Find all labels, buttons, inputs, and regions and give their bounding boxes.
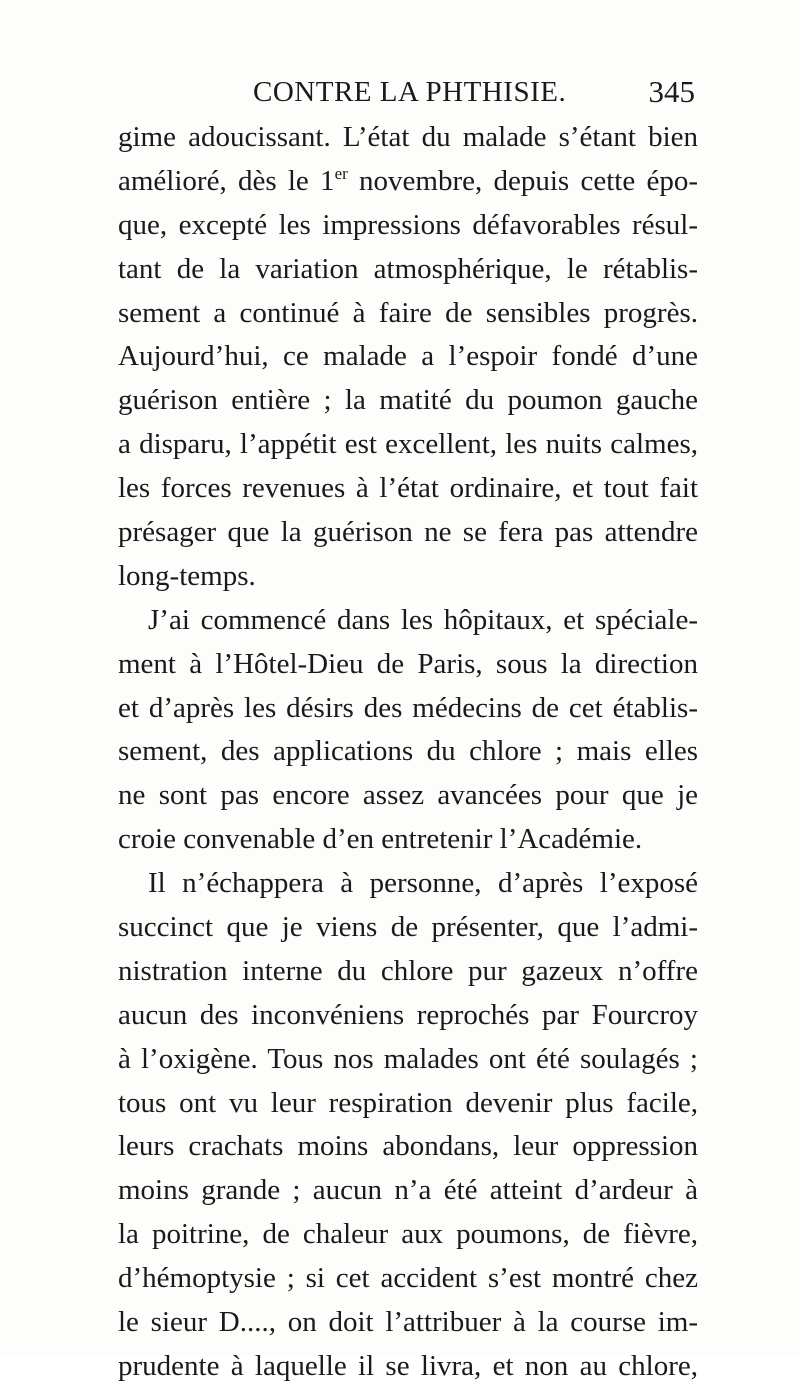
line-text: long-temps.: [118, 559, 256, 592]
text-line: [118, 599, 698, 643]
line-text: à l’oxigène. Tous nos malades ont été soulagés ;: [118, 1042, 698, 1075]
text-line: [118, 1257, 698, 1301]
text-line: [118, 423, 698, 467]
text-line: [118, 1301, 698, 1345]
line-text-continued: novembre, depuis cette épo-: [347, 164, 698, 197]
line-text: guérison entière ; la matité du poumon gauche: [118, 384, 698, 417]
line-text: la poitrine, de chaleur aux poumons, de fièvre,: [118, 1218, 698, 1251]
line-text: gime adoucissant. L’état du malade s’étant bien: [118, 121, 698, 153]
line-text: prudente à laquelle il se livra, et non au chlore,: [118, 1349, 698, 1382]
line-text: que, excepté les impressions défavorables résul-: [118, 208, 698, 241]
line-text: aucun des inconvéniens reprochés par Fourcroy: [118, 998, 698, 1031]
text-line: [118, 160, 698, 204]
text-line: [118, 687, 698, 731]
line-text: croie convenable d’en entretenir l’Académie.: [118, 823, 643, 856]
line-text: sement a continué à faire de sensibles progrès.: [118, 296, 698, 329]
text-line: [118, 994, 698, 1038]
running-title: CONTRE LA PHTHISIE.: [253, 76, 567, 108]
line-text: J’ai commencé dans les hôpitaux, et spéciale-: [148, 603, 698, 636]
text-line: [118, 906, 698, 950]
text-line: [118, 818, 698, 862]
line-text: d’hémoptysie ; si cet accident s’est montré chez: [118, 1262, 698, 1295]
text-line: [118, 730, 698, 774]
line-text: Aujourd’hui, ce malade a l’espoir fondé d’une: [118, 340, 698, 373]
line-text: le sieur D...., on doit l’attribuer à la course im-: [118, 1306, 698, 1339]
line-text: moins grande ; aucun n’a été atteint d’ardeur à: [118, 1174, 698, 1207]
text-line: [118, 248, 698, 292]
line-text: tous ont vu leur respiration devenir plus facile,: [118, 1086, 698, 1119]
text-line: [118, 774, 698, 818]
text-line: [118, 116, 698, 160]
text-line: [118, 1345, 698, 1389]
running-head: [120, 72, 695, 112]
line-text: sement, des applications du chlore ; mais elles: [118, 735, 698, 768]
text-line: [118, 862, 698, 906]
text-line: [118, 950, 698, 994]
line-text: tant de la variation atmosphérique, le rétablis-: [118, 252, 698, 285]
text-line: [118, 467, 698, 511]
text-line: [118, 292, 698, 336]
text-line: [118, 1169, 698, 1213]
line-text: succinct que je viens de présenter, que l’admi-: [118, 911, 698, 944]
text-line: [118, 379, 698, 423]
line-text: ment à l’Hôtel-Dieu de Paris, sous la direction: [118, 647, 698, 680]
text-line: [118, 555, 698, 599]
line-text: ne sont pas encore assez avancées pour que je: [118, 779, 698, 812]
text-line: [118, 1213, 698, 1257]
line-text: nistration interne du chlore pur gazeux n’offre: [118, 954, 698, 987]
line-text: Il n’échappera à personne, d’après l’exposé: [148, 867, 698, 900]
text-line: [118, 1125, 698, 1169]
text-line: [118, 511, 698, 555]
text-line: [118, 204, 698, 248]
text-line: [118, 1038, 698, 1082]
line-text: amélioré, dès le 1: [118, 164, 335, 197]
text-line: [118, 335, 698, 379]
line-text: présager que la guérison ne se fera pas attendre: [118, 516, 698, 549]
text-line: [118, 1082, 698, 1126]
line-text: les forces revenues à l’état ordinaire, et tout fait: [118, 472, 698, 505]
body-text: [118, 116, 698, 1389]
text-line: [118, 643, 698, 687]
superscript: er: [334, 163, 348, 183]
page-number: 345: [648, 74, 695, 109]
line-text: a disparu, l’appétit est excellent, les nuits calmes,: [118, 428, 698, 461]
line-text: leurs crachats moins abondans, leur oppression: [118, 1130, 698, 1163]
line-text: et d’après les désirs des médecins de cet établis-: [118, 691, 698, 724]
